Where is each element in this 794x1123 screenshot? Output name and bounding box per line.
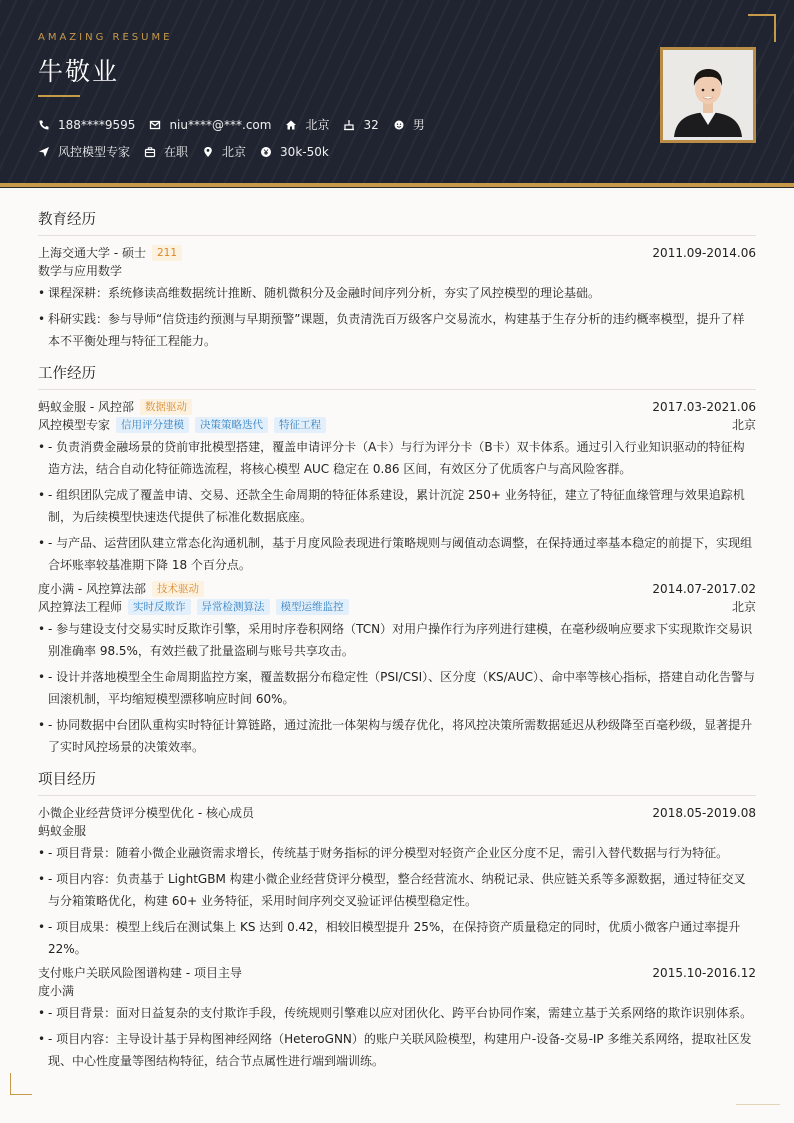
list-item: • - 组织团队完成了覆盖申请、交易、还款全生命周期的特征体系建设，累计沉淀 250+ 业务特征，建立了特征血缘管理与效果追踪机制，为后续模型快速迭代提供了标准化数据底座。 <box>38 484 756 528</box>
skill-tag: 信用评分建模 <box>116 417 189 433</box>
target-position-text: 风控模型专家 <box>58 145 131 159</box>
skill-tag: 模型运维监控 <box>276 599 349 615</box>
project-entry <box>38 964 756 1072</box>
candidate-name: 牛敬业 <box>38 57 120 86</box>
list-item: • - 项目背景：随着小微企业融资需求增长，传统基于财务指标的评分模型对轻资产企业区分度不足，需引入替代数据与行为特征。 <box>38 842 756 864</box>
target-position-info <box>38 143 130 160</box>
skill-tag: 决策策略迭代 <box>195 417 268 433</box>
home-icon <box>285 119 297 131</box>
phone-info <box>38 118 135 132</box>
name-underline <box>38 95 80 97</box>
job-header-row <box>38 580 756 598</box>
list-item: • - 项目内容：主导设计基于异构图神经网络（HeteroGNN）的账户关联风险模型，构建用户-设备-交易-IP 多维关系网络，提取社区发现、中心性度量等图结构特征，结合节点属性进行端到端训练。 <box>38 1028 756 1072</box>
job-company: 度小满 - 风控算法部 <box>38 582 146 596</box>
job-entry <box>38 398 756 576</box>
email-text: niu****@***.com <box>169 117 272 132</box>
project-org: 蚂蚁金服 <box>38 824 87 838</box>
job-date: 2014.07-2017.02 <box>652 582 756 596</box>
resume-eyebrow: AMAZING RESUME <box>38 32 173 43</box>
list-item: • - 项目背景：面对日益复杂的支付欺诈手段，传统规则引擎难以应对团伙化、跨平台协同作案，需建立基于关系网络的欺诈识别体系。 <box>38 1002 756 1024</box>
job-role: 风控模型专家 <box>38 418 111 432</box>
list-item: • 科研实践：参与导师“信贷违约预测与早期预警”课题，负责清洗百万级客户交易流水，构建基于生存分析的违约概率模型，提升了样本不平衡处理与特征工程能力。 <box>38 308 756 352</box>
gender-info <box>393 116 425 133</box>
school-degree: 上海交通大学 - 硕士 <box>38 246 146 260</box>
corner-decoration <box>10 1073 32 1095</box>
education-date: 2011.09-2014.06 <box>652 246 756 260</box>
residence-text: 北京 <box>305 118 330 132</box>
skill-tag: 异常检测算法 <box>197 599 270 615</box>
job-date: 2017.03-2021.06 <box>652 400 756 414</box>
section-title-projects: 项目经历 <box>38 768 756 796</box>
education-bullets <box>38 282 756 352</box>
status-text: 在职 <box>164 145 189 159</box>
job-role: 风控算法工程师 <box>38 600 123 614</box>
list-item: • - 协同数据中台团队重构实时特征计算链路，通过流批一体架构与缓存优化，将风控决策所需数据延迟从秒级降至百毫秒级，显著提升了实时风控场景的决策效率。 <box>38 714 756 758</box>
cake-icon <box>343 119 355 131</box>
project-date: 2018.05-2019.08 <box>652 806 756 820</box>
skill-tag: 特征工程 <box>274 417 326 433</box>
gender-text: 男 <box>412 118 425 132</box>
contact-row <box>38 116 439 133</box>
target-city-text: 北京 <box>222 145 247 159</box>
salary-text: 30k-50k <box>280 144 329 159</box>
job-intent-row <box>38 143 343 160</box>
job-company: 蚂蚁金服 - 风控部 <box>38 400 134 414</box>
job-bullets <box>38 618 756 758</box>
project-header-row <box>38 804 756 822</box>
header-dark-divider <box>0 187 794 188</box>
resume-body <box>38 208 756 1076</box>
age-info <box>343 118 378 132</box>
project-header-row <box>38 964 756 982</box>
project-name: 支付账户关联风险图谱构建 - 项目主导 <box>38 966 242 980</box>
project-date: 2015.10-2016.12 <box>652 966 756 980</box>
gender-icon <box>393 119 405 131</box>
project-name: 小微企业经营贷评分模型优化 - 核心成员 <box>38 806 254 820</box>
list-item: • - 参与建设支付交易实时反欺诈引擎，采用时序卷积网络（TCN）对用户操作行为序列进行建模，在毫秒级响应要求下实现欺诈交易识别准确率 98.5%，有效拦截了批量盗刷与账号共享攻击。 <box>38 618 756 662</box>
list-item: • - 与产品、运营团队建立常态化沟通机制，基于月度风险表现进行策略规则与阈值动态调整，在保持通过率基本稳定的前提下，实现组合坏账率较基准期下降 18 个百分点。 <box>38 532 756 576</box>
phone-text: 188****9595 <box>58 117 136 132</box>
job-city: 北京 <box>731 600 756 614</box>
section-title-work: 工作经历 <box>38 362 756 390</box>
status-info <box>144 143 188 160</box>
job-role-row <box>38 598 756 616</box>
job-city: 北京 <box>731 418 756 432</box>
send-icon <box>38 146 50 158</box>
salary-icon <box>260 146 272 158</box>
list-item: • - 项目成果：模型上线后在测试集上 KS 达到 0.42，相较旧模型提升 25%，在保持资产质量稳定的同时，优质小微客户通过率提升 22%。 <box>38 916 756 960</box>
age-text: 32 <box>363 117 379 132</box>
project-bullets <box>38 1002 756 1072</box>
target-city-info <box>202 143 246 160</box>
profile-photo <box>660 47 756 143</box>
major: 数学与应用数学 <box>38 264 123 278</box>
avatar <box>666 53 750 137</box>
job-role-row <box>38 416 756 434</box>
job-entry <box>38 580 756 758</box>
section-title-education: 教育经历 <box>38 208 756 236</box>
project-bullets <box>38 842 756 960</box>
corner-decoration <box>748 14 776 42</box>
education-header-row <box>38 244 756 262</box>
mail-icon <box>149 119 161 131</box>
company-tag: 数据驱动 <box>140 399 192 415</box>
email-info <box>149 118 271 132</box>
list-item: • 课程深耕：系统修读高维数据统计推断、随机微积分及金融时间序列分析，夯实了风控模型的理论基础。 <box>38 282 756 304</box>
briefcase-icon <box>144 146 156 158</box>
project-org: 度小满 <box>38 984 75 998</box>
skill-tag: 实时反欺诈 <box>128 599 191 615</box>
education-entry <box>38 244 756 352</box>
list-item: • - 负责消费金融场景的贷前审批模型搭建，覆盖申请评分卡（A卡）与行为评分卡（B卡）双卡体系。通过引入行业知识驱动的特征构造方法，结合自动化特征筛选流程，将核心模型 AUC 稳定在 0.86 区间，有效区分了优质客户与高风险客群。 <box>38 436 756 480</box>
phone-icon <box>38 119 50 131</box>
job-bullets <box>38 436 756 576</box>
company-tag: 技术驱动 <box>152 581 204 597</box>
list-item: • - 设计并落地模型全生命周期监控方案，覆盖数据分布稳定性（PSI/CSI）、区分度（KS/AUC）、命中率等核心指标，搭建自动化告警与回滚机制，平均缩短模型漂移响应时间 60%。 <box>38 666 756 710</box>
job-header-row <box>38 398 756 416</box>
residence-info <box>285 116 329 133</box>
location-pin-icon <box>202 146 214 158</box>
project-entry <box>38 804 756 960</box>
corner-decoration <box>736 1104 780 1105</box>
school-tag: 211 <box>152 245 182 261</box>
list-item: • - 项目内容：负责基于 LightGBM 构建小微企业经营贷评分模型，整合经营流水、纳税记录、供应链关系等多源数据，通过特征交叉与分箱策略优化，构建 60+ 业务特征，采用时间序列交叉验证评估模型稳定性。 <box>38 868 756 912</box>
resume-header <box>0 0 794 183</box>
salary-info <box>260 145 329 159</box>
